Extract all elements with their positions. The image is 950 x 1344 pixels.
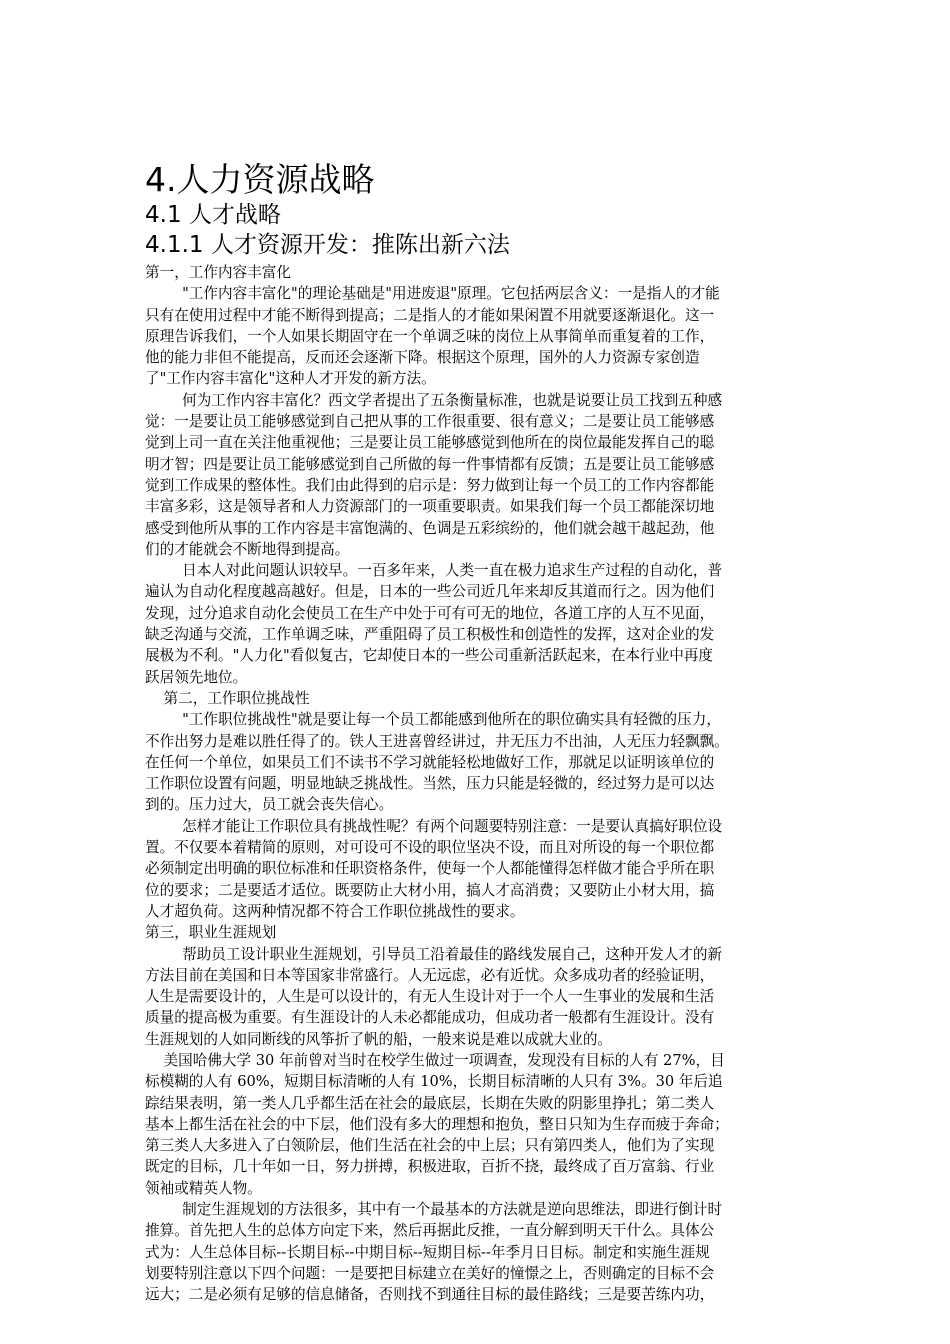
text-line: 了"工作内容丰富化"这种人才开发的新方法。 (145, 370, 436, 388)
text-line: 缺乏沟通与交流，工作单调乏味，严重阻碍了员工积极性和创造性的发挥，这对企业的发 (145, 626, 715, 644)
text-line: 标模糊的人有 60%，短期目标清晰的人有 10%，长期目标清晰的人只有 3%。30 年后追 (145, 1073, 723, 1091)
text-line: 遍认为自动化程度越高越好。但是，日本的一些公司近几年来却反其道而行之。因为他们 (145, 583, 715, 601)
text-line: 觉到上司一直在关注他重视他；三是要让员工能够感觉到他所在的岗位最能发挥自己的聪 (145, 434, 715, 452)
text-line: 明才智；四是要让员工能够感觉到自己所做的每一件事情都有反馈；五是要让员工能够感 (145, 455, 715, 473)
body-text (145, 262, 803, 1306)
text-line: 划要特别注意以下四个问题：一是要把目标建立在美好的憧憬之上，否则确定的目标不会 (145, 1264, 715, 1282)
text-line: 方法目前在美国和日本等国家非常盛行。人无远虑，必有近忧。众多成功者的经验证明， (145, 966, 715, 984)
text-line: 们的才能就会不断地得到提高。 (145, 540, 350, 558)
text-line: 原理告诉我们，一个人如果长期固守在一个单调乏味的岗位上从事简单而重复着的工作， (145, 327, 715, 345)
text-line: 到的。压力过大，员工就会丧失信心。 (145, 796, 394, 814)
text-line: 美国哈佛大学 30 年前曾对当时在校学生做过一项调查，发现没有目标的人有 27%，目 (145, 1051, 725, 1069)
text-line: 领袖或精英人物。 (145, 1179, 262, 1197)
text-line: 工作职位设置有问题，明显地缺乏挑战性。当然，压力只能是轻微的，经过努力是可以达 (145, 775, 715, 793)
text-line: 质量的提高极为重要。有生涯设计的人未必都能成功，但成功者一般都有生涯设计。没有 (145, 1009, 715, 1027)
text-line: 踪结果表明，第一类人几乎都生活在社会的最底层，长期在失败的阴影里挣扎；第二类人 (145, 1094, 715, 1112)
text-line: 制定生涯规划的方法很多，其中有一个最基本的方法就是逆向思维法，即进行倒计时 (145, 1201, 723, 1219)
text-line: 必须制定出明确的职位标准和任职资格条件，使每一个人都能懂得怎样做才能合乎所在职 (145, 860, 715, 878)
text-line: 生涯规划的人如同断线的风筝折了帆的船，一般来说是难以成就大业的。 (145, 1030, 613, 1048)
text-line: 发现，过分追求自动化会使员工在生产中处于可有可无的地位，各道工序的人互不见面， (145, 604, 715, 622)
subsection-heading: 4.1.1 人才资源开发：推陈出新六法 (145, 232, 510, 258)
text-line: 只有在使用过程中才能不断得到提高；二是指人的才能如果闲置不用就要逐渐退化。这一 (145, 306, 715, 324)
text-line: 第一，工作内容丰富化 (145, 264, 291, 281)
text-line: 推算。首先把人生的总体方向定下来，然后再据此反推，一直分解到明天干什么。具体公 (145, 1222, 715, 1240)
text-line: 他的能力非但不能提高，反而还会逐渐下降。根据这个原理，国外的人力资源专家创造 (145, 349, 700, 367)
text-line: 展极为不利。"人力化"看似复古，它却使日本的一些公司重新活跃起来，在本行业中再度 (145, 647, 713, 665)
text-line: 既定的目标，几十年如一日，努力拼搏，积极进取，百折不挠，最终成了百万富翁、行业 (145, 1158, 715, 1176)
text-line: 远大；二是必须有足够的信息储备，否则找不到通往目标的最佳路线；三是要苦练内功， (145, 1286, 715, 1304)
text-line: 觉：一是要让员工能够感觉到自己把从事的工作很重要、很有意义；二是要让员工能够感 (145, 413, 715, 431)
text-line: 第三，职业生涯规划 (145, 924, 277, 942)
text-line: 何为工作内容丰富化？西文学者提出了五条衡量标准，也就是说要让员工找到五种感 (145, 391, 723, 409)
text-line: 式为：人生总体目标--长期目标--中期目标--短期目标--年季月日目标。制定和实施生涯规 (145, 1243, 710, 1261)
text-line: "工作职位挑战性"就是要让每一个员工都能感到他所在的职位确实具有轻微的压力， (145, 711, 721, 729)
section-heading: 4.1 人才战略 (145, 202, 281, 228)
text-line: 基本上都生活在社会的中下层，他们没有多大的理想和抱负，整日只知为生存而疲于奔命； (145, 1115, 729, 1133)
text-line: 感受到他所从事的工作内容是丰富饱满的、色调是五彩缤纷的，他们就会越干越起劲，他 (145, 519, 715, 537)
text-line: 跃居领先地位。 (145, 668, 248, 686)
text-line: 不作出努力是难以胜任得了的。铁人王进喜曾经讲过，井无压力不出油，人无压力轻飘飘。 (145, 732, 729, 750)
text-line: 在任何一个单位，如果员工们不读书不学习就能轻松地做好工作，那就足以证明该单位的 (145, 753, 715, 771)
text-line: 觉到工作成果的整体性。我们由此得到的启示是：努力做到让每一个员工的工作内容都能 (145, 476, 715, 494)
text-line: 置。不仅要本着精简的原则，对可设可不设的职位坚决不设，而且对所设的每一个职位都 (145, 839, 715, 857)
chapter-heading: 4.人力资源战略 (145, 160, 375, 199)
text-line: 第三类人大多进入了白领阶层，他们生活在社会的中上层；只有第四类人，他们为了实现 (145, 1137, 715, 1155)
text-line: 位的要求；二是要适才适位。既要防止大材小用，搞人才高消费；又要防止小材大用，搞 (145, 881, 715, 899)
text-line: 日本人对此问题认识较早。一百多年来，人类一直在极力追求生产过程的自动化，普 (145, 562, 723, 580)
text-line: 人才超负荷。这两种情况都不符合工作职位挑战性的要求。 (145, 902, 525, 920)
text-line: 丰富多彩，这是领导者和人力资源部门的一项重要职责。如果我们每一个员工都能深切地 (145, 498, 715, 516)
text-line: 人生是需要设计的，人生是可以设计的，有无人生设计对于一个人一生事业的发展和生活 (145, 988, 715, 1006)
text-line: 怎样才能让工作职位具有挑战性呢？有两个问题要特别注意：一是要认真搞好职位设 (145, 817, 723, 835)
document-body (145, 160, 803, 1306)
text-line: 第二，工作职位挑战性 (145, 689, 310, 707)
text-line: "工作内容丰富化"的理论基础是"用进废退"原理。它包括两层含义：一是指人的才能 (145, 285, 720, 303)
text-line: 帮助员工设计职业生涯规划，引导员工沿着最佳的路线发展自己，这种开发人才的新 (145, 945, 723, 963)
